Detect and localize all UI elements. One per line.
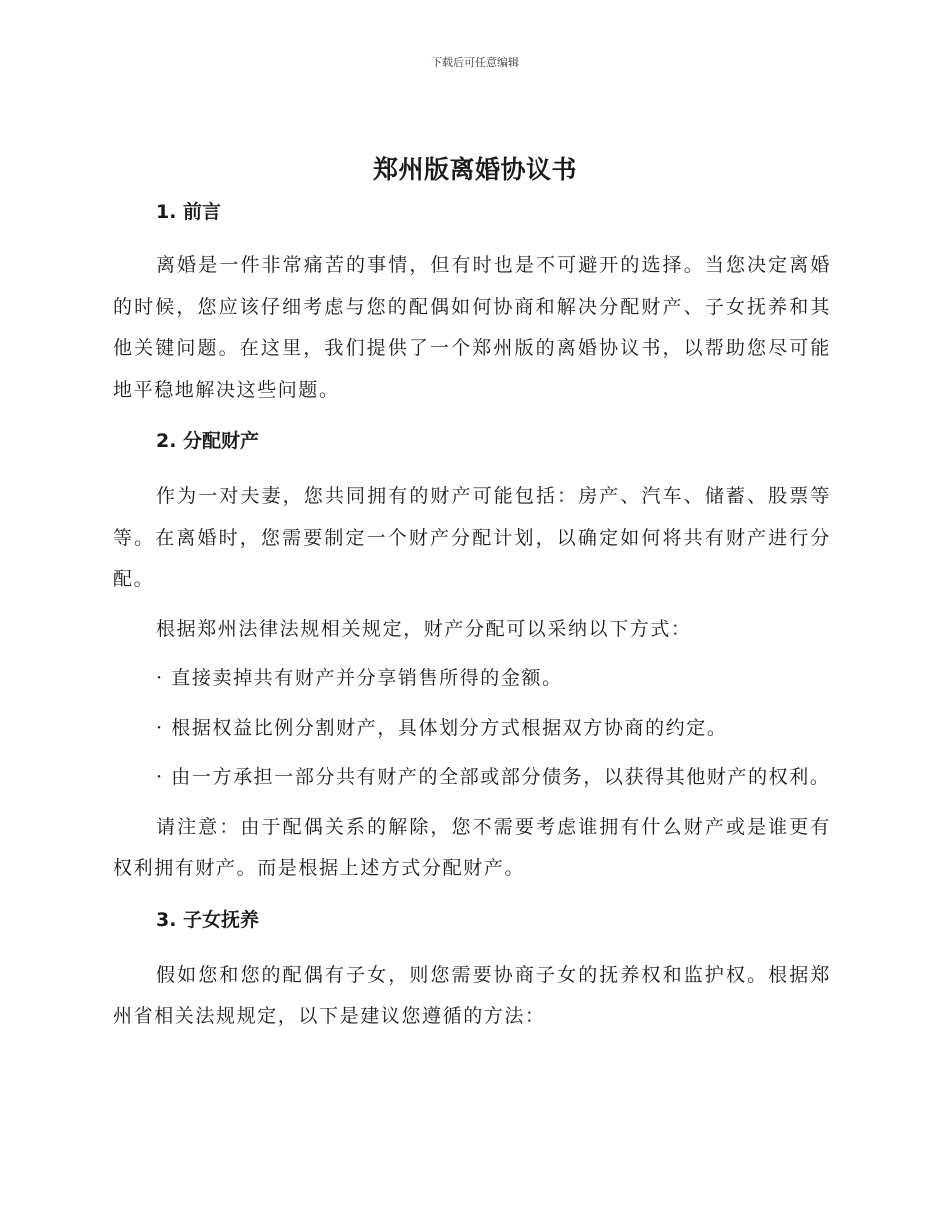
document-title: 郑州版离婚协议书 — [372, 155, 577, 184]
header-note: 下载后可任意编辑 — [431, 56, 519, 69]
document-body — [113, 197, 831, 1038]
paragraph-property-note: 请注意：由于配偶关系的解除，您不需要考虑谁拥有什么财产或是谁更有权利拥有财产。而是根据上述方式分配财产。 — [113, 815, 831, 879]
list-item-split: · 根据权益比例分割财产，具体划分方式根据双方协商的约定。 — [156, 716, 728, 739]
paragraph-intro: 离婚是一件非常痛苦的事情，但有时也是不可避开的选择。当您决定离婚的时候，您应该仔细考虑与您的配偶如何协商和解决分配财产、子女抚养和其他关键问题。在这里，我们提供了一个郑州版的离婚协议书，以帮助您尽可能地平稳地解决这些问题。 — [113, 254, 831, 401]
section-heading-3: 3. 子女抚养 — [156, 908, 260, 931]
list-item-debt: · 由一方承担一部分共有财产的全部或部分债务，以获得其他财产的权利。 — [156, 766, 831, 788]
paragraph-property-methods: 根据郑州法律法规相关规定，财产分配可以采纳以下方式： — [156, 617, 692, 640]
list-item-sell: · 直接卖掉共有财产并分享销售所得的金额。 — [156, 667, 563, 689]
section-heading-1: 1. 前言 — [156, 201, 222, 223]
section-heading-2: 2. 分配财产 — [156, 430, 260, 452]
paragraph-custody: 假如您和您的配偶有子女，则您需要协商子女的抚养权和监护权。根据郑州省相关法规规定，以下是建议您遵循的方法： — [113, 963, 831, 1027]
paragraph-property-intro: 作为一对夫妻，您共同拥有的财产可能包括：房产、汽车、储蓄、股票等等。在离婚时，您需要制定一个财产分配计划，以确定如何将共有财产进行分配。 — [113, 485, 831, 590]
